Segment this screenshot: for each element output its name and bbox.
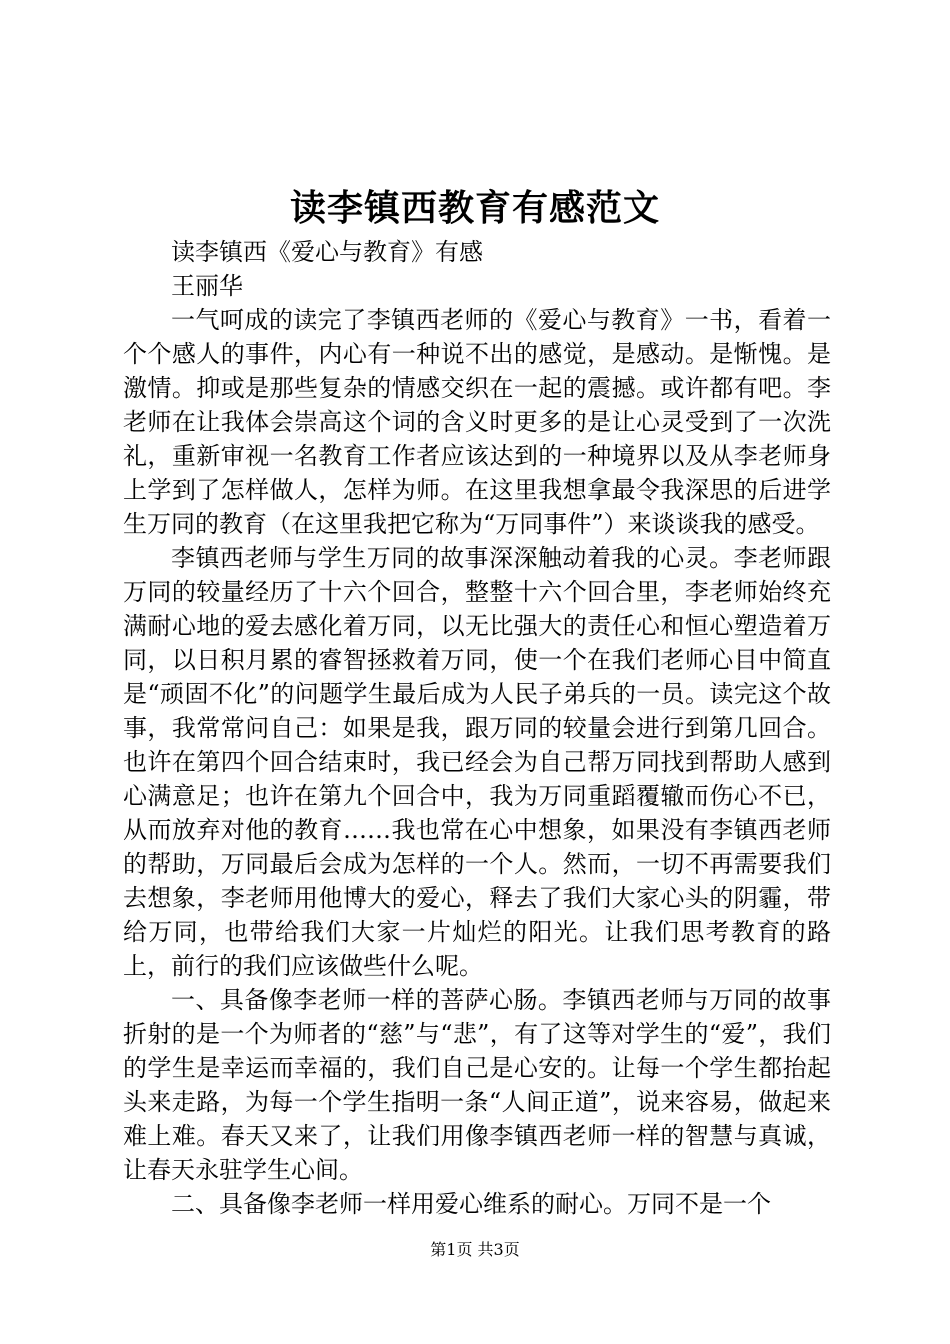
page-footer: 第1页 共3页 bbox=[430, 1240, 520, 1259]
document-body bbox=[123, 235, 831, 1221]
body-paragraph: 一、具备像李老师一样的菩萨心肠。李镇西老师与万同的故事折射的是一个为师者的“慈”与“悲”，有了这等对学生的“爱”，我们的学生是幸运而幸福的，我们自己是心安的。让每一个学生都抬起头来走路，为每一个学生指明一条“人间正道”，说来容易，做起来难上难。春天又来了，让我们用像李镇西老师一样的智慧与真诚，让春天永驻学生心间。 bbox=[123, 986, 831, 1184]
subtitle-paragraph: 读李镇西《爱心与教育》有感 bbox=[171, 238, 483, 266]
document-title: 读李镇西教育有感范文 bbox=[289, 187, 660, 229]
body-paragraph: 李镇西老师与学生万同的故事深深触动着我的心灵。李老师跟万同的较量经历了十六个回合，整整十六个回合里，李老师始终充满耐心地的爱去感化着万同，以无比强大的责任心和恒心塑造着万同，以日积月累的睿智拯救着万同，使一个在我们老师心目中简直是“顽固不化”的问题学生最后成为人民子弟兵的一员。读完这个故事，我常常问自己：如果是我，跟万同的较量会进行到第几回合。也许在第四个回合结束时，我已经会为自己帮万同找到帮助人感到心满意足；也许在第九个回合中，我为万同重蹈覆辙而伤心不已，从而放弃对他的教育……我也常在心中想象，如果没有李镇西老师的帮助，万同最后会成为怎样的一个人。然而，一切不再需要我们去想象，李老师用他博大的爱心，释去了我们大家心头的阴霾，带给万同，也带给我们大家一片灿烂的阳光。让我们思考教育的路上，前行的我们应该做些什么呢。 bbox=[123, 544, 831, 980]
body-paragraph: 二、具备像李老师一样用爱心维系的耐心。万同不是一个 bbox=[171, 1190, 771, 1218]
body-paragraph: 一气呵成的读完了李镇西老师的《爱心与教育》一书，看着一个个感人的事件，内心有一种说不出的感觉，是感动。是惭愧。是激情。抑或是那些复杂的情感交织在一起的震撼。或许都有吧。李老师在让我体会崇高这个词的含义时更多的是让心灵受到了一次洗礼，重新审视一名教育工作者应该达到的一种境界以及从李老师身上学到了怎样做人，怎样为师。在这里我想拿最令我深思的后进学生万同的教育（在这里我把它称为“万同事件”）来谈谈我的感受。 bbox=[123, 306, 831, 538]
author-paragraph: 王丽华 bbox=[171, 272, 243, 300]
